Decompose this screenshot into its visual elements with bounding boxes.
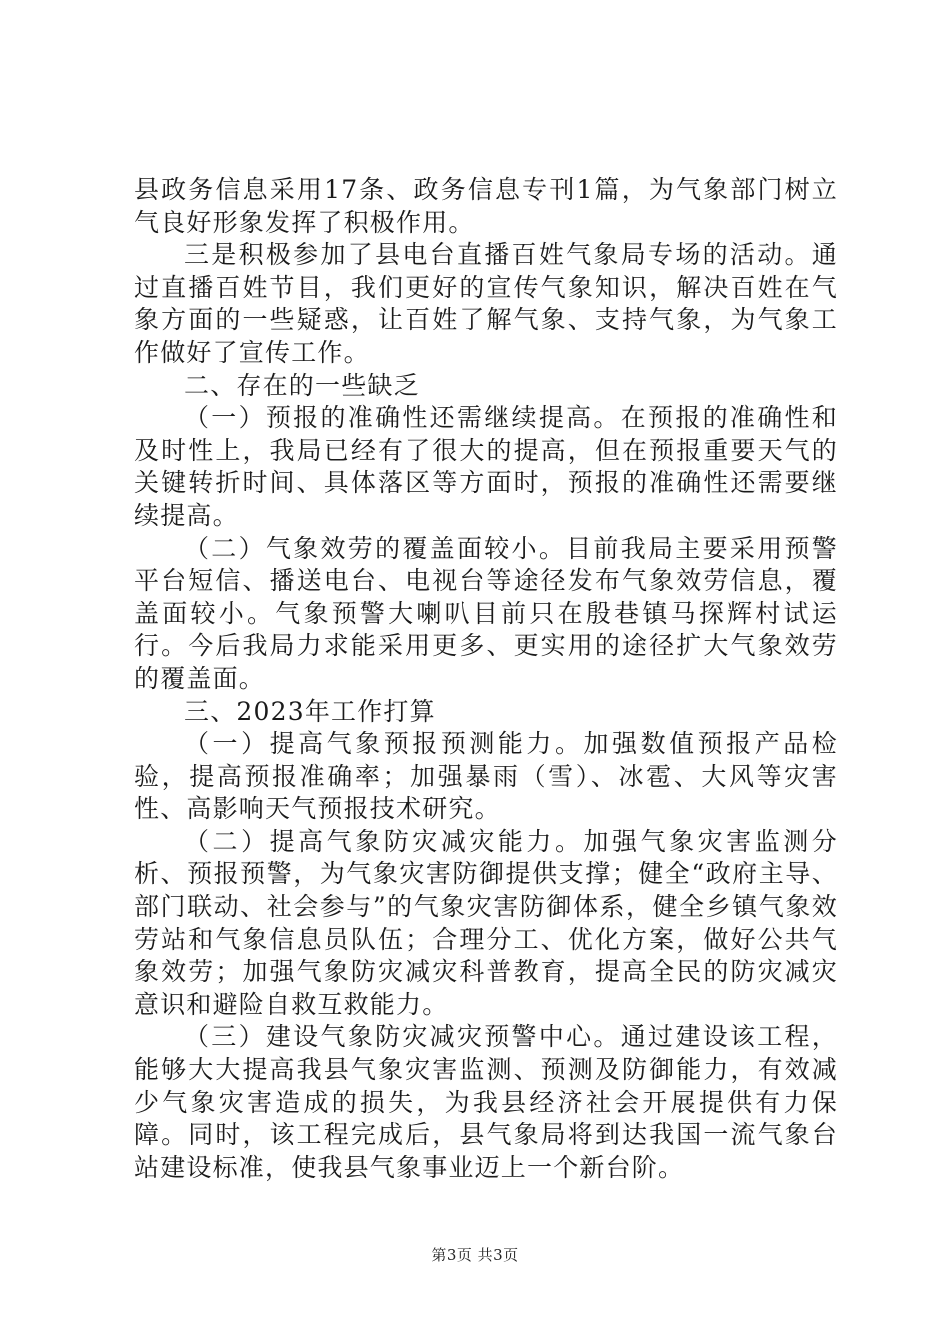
paragraph-forecast-capability: （一）提高气象预报预测能力。加强数值预报产品检验，提高预报准确率；加强暴雨（雪）、冰雹、大风等灾害性、高影响天气预报技术研究。 [134,729,838,824]
paragraph-radio-program: 三是积极参加了县电台直播百姓气象局专场的活动。通过直播百姓节目，我们更好的宣传气象知识，解决百姓在气象方面的一些疑惑，让百姓了解气象、支持气象，为气象工作做好了宣传工作。 [134,240,838,367]
section-heading-shortcomings: 二、存在的一些缺乏 [184,370,420,400]
document-body [134,174,838,1184]
paragraph-forecast-accuracy: （一）预报的准确性还需继续提高。在预报的准确性和及时性上，我局已经有了很大的提高，但在预报重要天气的关键转折时间、具体落区等方面时，预报的准确性还需要继续提高。 [134,403,838,530]
paragraph-service-coverage: （二）气象效劳的覆盖面较小。目前我局主要采用预警平台短信、播送电台、电视台等途径发布气象效劳信息，覆盖面较小。气象预警大喇叭目前只在殷巷镇马探辉村试运行。今后我局力求能采用更多、更实用的途径扩大气象效劳的覆盖面。 [134,533,838,693]
page-number-footer: 第3页 共3页 [431,1246,519,1264]
paragraph-disaster-prevention: （二）提高气象防灾减灾能力。加强气象灾害监测分析、预报预警，为气象灾害防御提供支撑；健全“政府主导、部门联动、社会参与”的气象灾害防御体系，健全乡镇气象效劳站和气象信息员队伍；合理分工、优化方案，做好公共气象效劳；加强气象防灾减灾科普教育，提高全民的防灾减灾意识和避险自救互救能力。 [134,826,838,1019]
section-heading-plan: 三、2023年工作打算 [184,696,436,726]
paragraph-continuation: 县政务信息采用17条、政务信息专刊1篇，为气象部门树立气良好形象发挥了积极作用。 [134,175,838,237]
paragraph-warning-center: （三）建设气象防灾减灾预警中心。通过建设该工程，能够大大提高我县气象灾害监测、预测及防御能力，有效减少气象灾害造成的损失，为我县经济社会开展提供有力保障。同时，该工程完成后，县气象局将到达我国一流气象台站建设标准，使我县气象事业迈上一个新台阶。 [134,1022,838,1182]
